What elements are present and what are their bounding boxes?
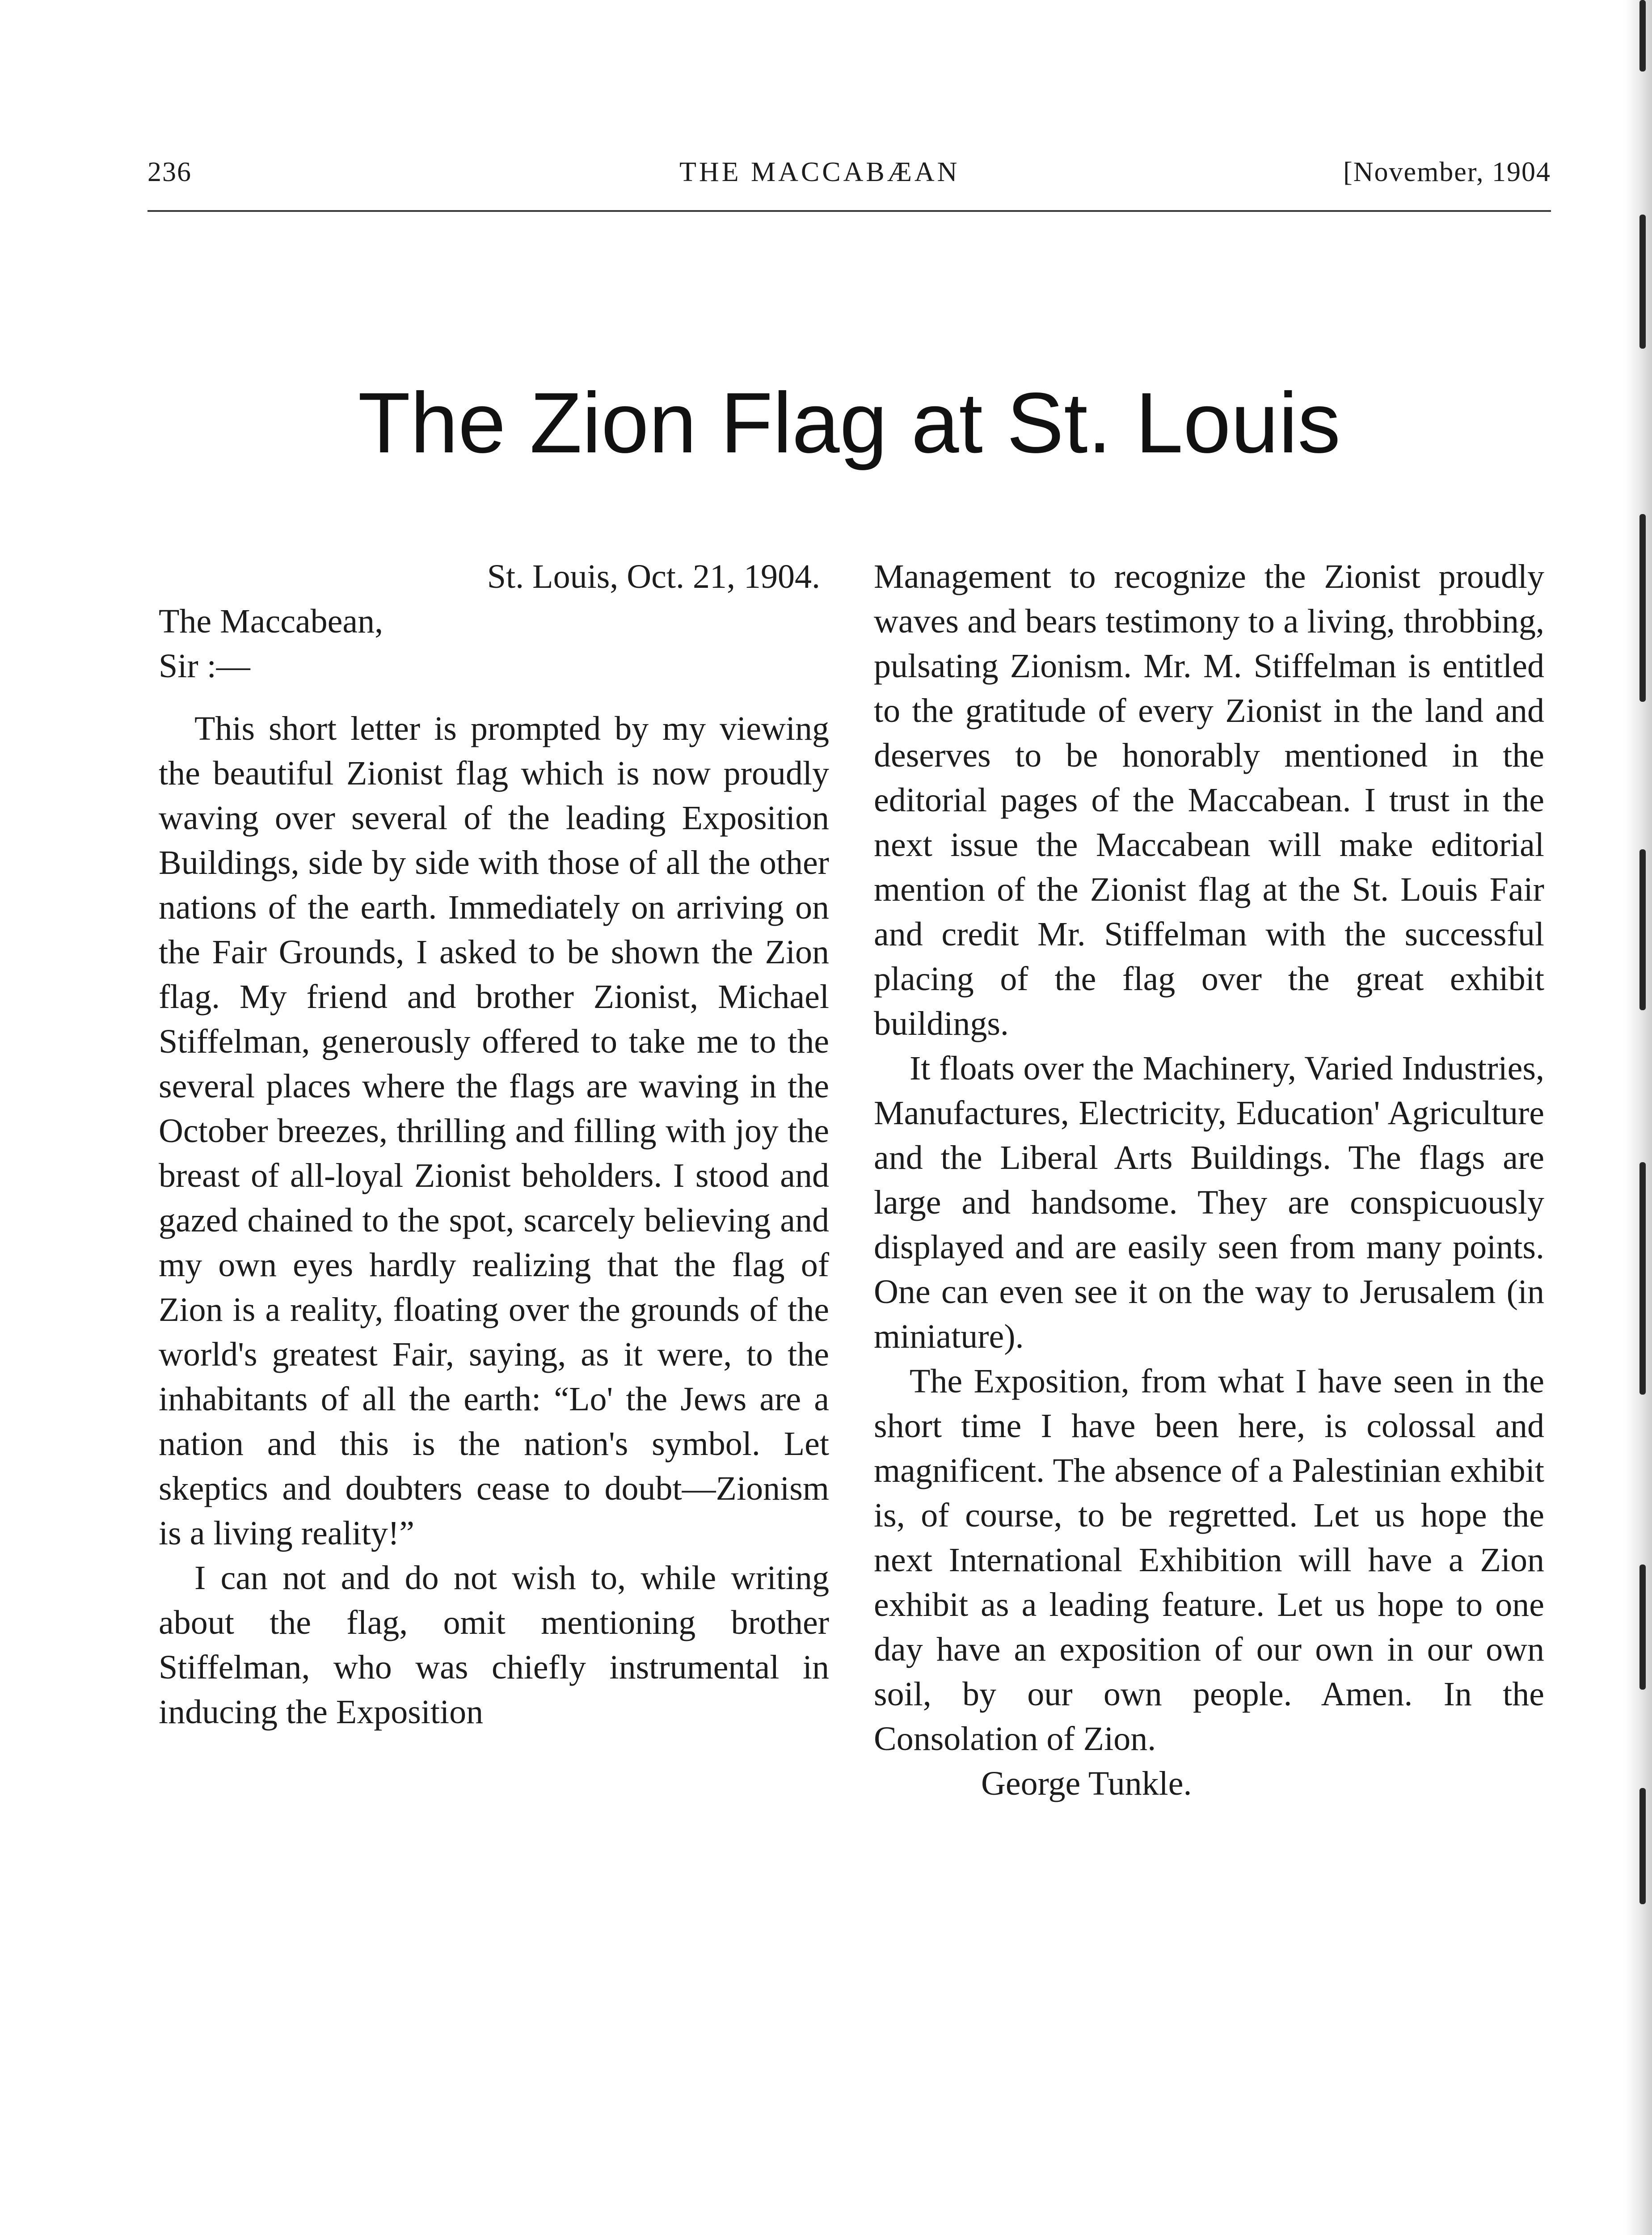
letter-salutation: Sir :—	[159, 647, 250, 685]
journal-title: THE MACCABÆAN	[679, 157, 960, 187]
body-paragraph: It floats over the Machinery, Varied Industries, Manufactures, Electricity, Education' Agriculture and the Liberal Arts Buildings. The flags are large and handsome. They are conspicuously displayed and are easily seen from many points. One can even see it on the way to Jerusalem (in miniature).	[874, 1050, 1544, 1355]
body-paragraph: This short letter is prompted by my viewing the beautiful Zionist flag which is now proudly waving over several of the leading Exposition Buildings, side by side with those of all the other nations of the earth. Immediately on arriving on the Fair Grounds, I asked to be shown the Zion flag. My friend and brother Zionist, Michael Stiffelman, generously offered to take me to the several places where the flags are waving in the October breezes, thrilling and filling with joy the breast of all-loyal Zionist beholders. I stood and gazed chained to the spot, scarcely believing and my own eyes hardly realizing that the flag of Zion is a reality, floating over the grounds of the world's greatest Fair, saying, as it were, to the inhabitants of all the earth: “Lo' the Jews are a nation and this is the nation's symbol. Let skeptics and doubters cease to doubt—Zionism is a living reality!”	[159, 710, 829, 1552]
issue-date: [November, 1904	[1343, 157, 1551, 187]
right-column	[874, 554, 1544, 1806]
left-column	[159, 554, 829, 1734]
article-title: The Zion Flag at St. Louis	[358, 375, 1341, 471]
edge-mark	[1639, 215, 1646, 349]
edge-mark	[1639, 0, 1646, 72]
edge-mark	[1639, 514, 1646, 702]
body-paragraph: Management to recognize the Zionist proudly waves and bears testimony to a living, throbbing, pulsating Zionism. Mr. M. Stiffelman is entitled to the gratitude of every Zionist in the land and deserves to be honorably mentioned in the editorial pages of the Maccabean. I trust in the next issue the Maccabean will make editorial mention of the Zionist flag at the St. Louis Fair and credit Mr. Stiffelman with the successful placing of the flag over the great exhibit buildings.	[874, 558, 1544, 1042]
header-rule	[148, 210, 1551, 212]
body-paragraph: The Exposition, from what I have seen in the short time I have been here, is colossal and magnificent. The absence of a Palestinian exhibit is, of course, to be regretted. Let us hope the next International Exhibition will have a Zion exhibit as a leading feature. Let us hope to one day have an exposition of our own in our own soil, by our own people. Amen. In the Consolation of Zion.	[874, 1362, 1544, 1758]
edge-mark	[1639, 849, 1646, 1010]
page-edge	[1625, 0, 1652, 2235]
letter-signature: George Tunkle.	[981, 1765, 1192, 1802]
edge-mark	[1639, 1162, 1646, 1395]
edge-mark	[1639, 1564, 1646, 1690]
letter-dateline: St. Louis, Oct. 21, 1904.	[487, 558, 820, 595]
body-paragraph: I can not and do not wish to, while writing about the flag, omit mentioning brother Stiffelman, who was chiefly instrumental in inducing the Exposition	[159, 1559, 829, 1731]
running-head	[148, 156, 1551, 197]
letter-addressee: The Maccabean,	[159, 603, 384, 640]
page-number: 236	[148, 157, 192, 187]
edge-mark	[1639, 1788, 1646, 1904]
